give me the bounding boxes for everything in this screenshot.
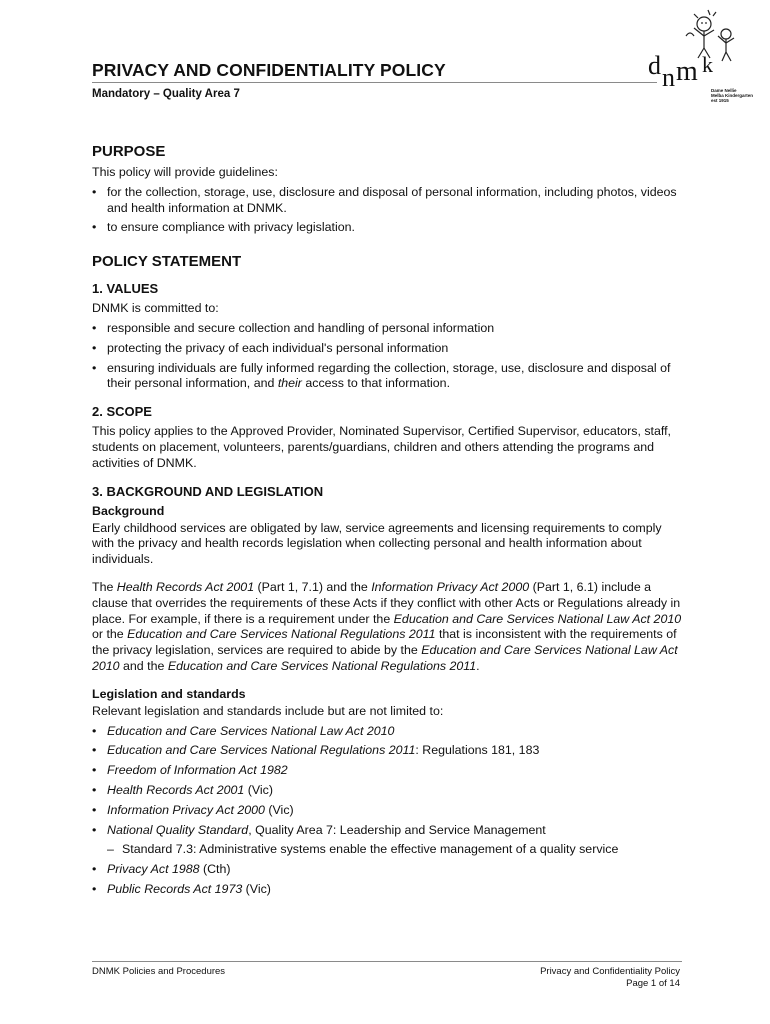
list-item: • Privacy Act 1988 (Cth) [92,862,231,877]
page-title: PRIVACY AND CONFIDENTIALITY POLICY [92,60,446,80]
purpose-section [92,143,682,236]
list-item: • responsible and secure collection and handling of personal information [92,320,495,335]
logo-letter-k: k [702,52,713,77]
background-heading: 3. BACKGROUND AND LEGISLATION [92,483,324,499]
values-heading: 1. VALUES [92,281,159,297]
background-paragraph-1: Early childhood services are obligated by law, service agreements and licensing requirements to comply with the privacy and health records legislation when collecting personal and health information about individuals. [92,520,662,567]
title-divider [92,82,657,83]
logo-letter-m: m [676,56,698,87]
list-item: • Information Privacy Act 2000 (Vic) [92,802,294,817]
background-subheading: Background [92,503,165,518]
list-item: • Health Records Act 2001 (Vic) [92,782,273,797]
list-item: • ensuring individuals are fully informed regarding the collection, storage, use, disclosure and disposal of their personal information, and their access to that information. [92,360,671,391]
list-item: • Education and Care Services National Law Act 2010 [92,723,395,738]
list-item: • Education and Care Services National Regulations 2011: Regulations 181, 183 [92,743,540,758]
list-item: • National Quality Standard, Quality Area 7: Leadership and Service Management [92,822,546,837]
sub-list-item: – Standard 7.3: Administrative systems enable the effective management of a quality service [107,842,619,857]
list-item: • protecting the privacy of each individual's personal information [92,340,449,355]
purpose-list [92,185,682,236]
scope-heading: 2. SCOPE [92,404,152,420]
footer-page-number: Page 1 of 14 [626,978,680,989]
page-subtitle: Mandatory – Quality Area 7 [92,88,240,100]
legislation-subheading: Legislation and standards [92,686,246,701]
footer-right [540,966,680,990]
footer-divider [92,961,682,962]
logo-letter-d: d [648,51,661,80]
legislation-intro: Relevant legislation and standards include but are not limited to: [92,703,444,718]
list-item: • to ensure compliance with privacy legislation. [92,220,355,235]
list-item: • for the collection, storage, use, disclosure and disposal of personal information, including photos, videos and health information at DNMK. [92,184,677,215]
scope-text: This policy applies to the Approved Provider, Nominated Supervisor, Certified Supervisor, educators, staff, students on placement, volunteers, parents/guardians, children and others attending the programs and activities of DNMK. [92,424,671,470]
logo-caption: Dame Nellie Melba Kindergarten est 1915 [711,88,754,104]
policy-statement-heading: POLICY STATEMENT [92,253,242,271]
purpose-intro: This policy will provide guidelines: [92,165,278,179]
footer-left: DNMK Policies and Procedures [92,966,226,977]
dnmk-logo [646,6,754,110]
document-body [92,143,682,898]
footer-policy-name: Privacy and Confidentiality Policy [540,966,680,977]
purpose-heading: PURPOSE [92,143,166,160]
values-list [92,321,682,392]
list-item: • Freedom of Information Act 1982 [92,763,288,778]
legislation-list [92,724,682,898]
values-intro: DNMK is committed to: [92,301,219,316]
policy-statement-section [92,253,682,898]
background-paragraph-2: The Health Records Act 2001 (Part 1, 7.1) and the Information Privacy Act 2000 (Part 1, 6.1) include a clause that overrides the requirements of these Acts if they conflict with other Acts or Regulations already in place. For example, if there is a requirement under the Education and Care Services National Law Act 2010 or the Education and Care Services National Regulations 2011 that is inconsistent with the requirements of the privacy legislation, services are required to abide by the Education and Care Services National Law Act 2010 and the Education and Care Services National Regulations 2011. [92,579,682,673]
logo-letter-n: n [662,63,675,92]
list-item: • Public Records Act 1973 (Vic) [92,881,271,896]
